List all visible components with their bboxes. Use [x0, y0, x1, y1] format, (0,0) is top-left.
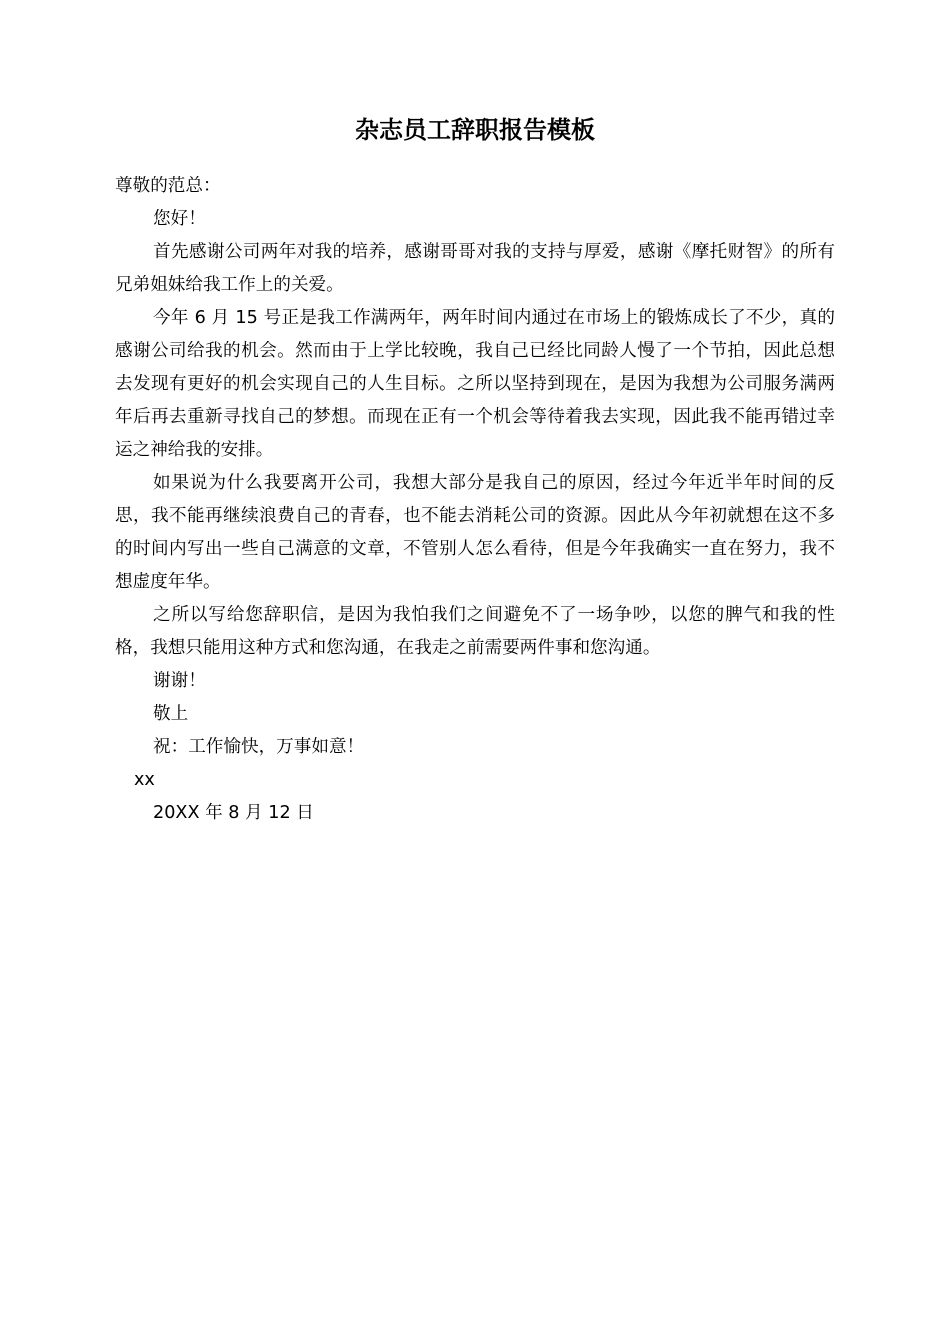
paragraph: 之所以写给您辞职信，是因为我怕我们之间避免不了一场争吵，以您的脾气和我的性格，我想只能用这种方式和您沟通，在我走之前需要两件事和您沟通。	[115, 605, 835, 658]
salutation: 尊敬的范总：	[115, 176, 221, 196]
closing-regards: 敬上	[153, 704, 189, 724]
paragraph: 首先感谢公司两年对我的培养，感谢哥哥对我的支持与厚爱，感谢《摩托财智》的所有兄弟姐妹给我工作上的关爱。	[115, 242, 835, 295]
signature: xx	[134, 770, 155, 790]
document-title: 杂志员工辞职报告模板	[355, 116, 595, 144]
closing-wishes: 祝：工作愉快，万事如意！	[153, 737, 365, 757]
closing-thanks: 谢谢！	[153, 671, 206, 691]
letter-paragraphs	[115, 236, 835, 665]
letter-date: 20XX 年 8 月 12 日	[153, 803, 314, 823]
greeting: 您好！	[153, 209, 206, 229]
paragraph: 如果说为什么我要离开公司，我想大部分是我自己的原因，经过今年近半年时间的反思，我不能再继续浪费自己的青春，也不能去消耗公司的资源。因此从今年初就想在这不多的时间内写出一些自己满意的文章，不管别人怎么看待，但是今年我确实一直在努力，我不想虚度年华。	[115, 473, 835, 592]
letter-body	[115, 170, 835, 830]
paragraph: 今年 6 月 15 号正是我工作满两年，两年时间内通过在市场上的锻炼成长了不少，真的感谢公司给我的机会。然而由于上学比较晚，我自己已经比同龄人慢了一个节拍，因此总想去发现有更好的机会实现自己的人生目标。之所以坚持到现在，是因为我想为公司服务满两年后再去重新寻找自己的梦想。而现在正有一个机会等待着我去实现，因此我不能再错过幸运之神给我的安排。	[115, 308, 835, 460]
